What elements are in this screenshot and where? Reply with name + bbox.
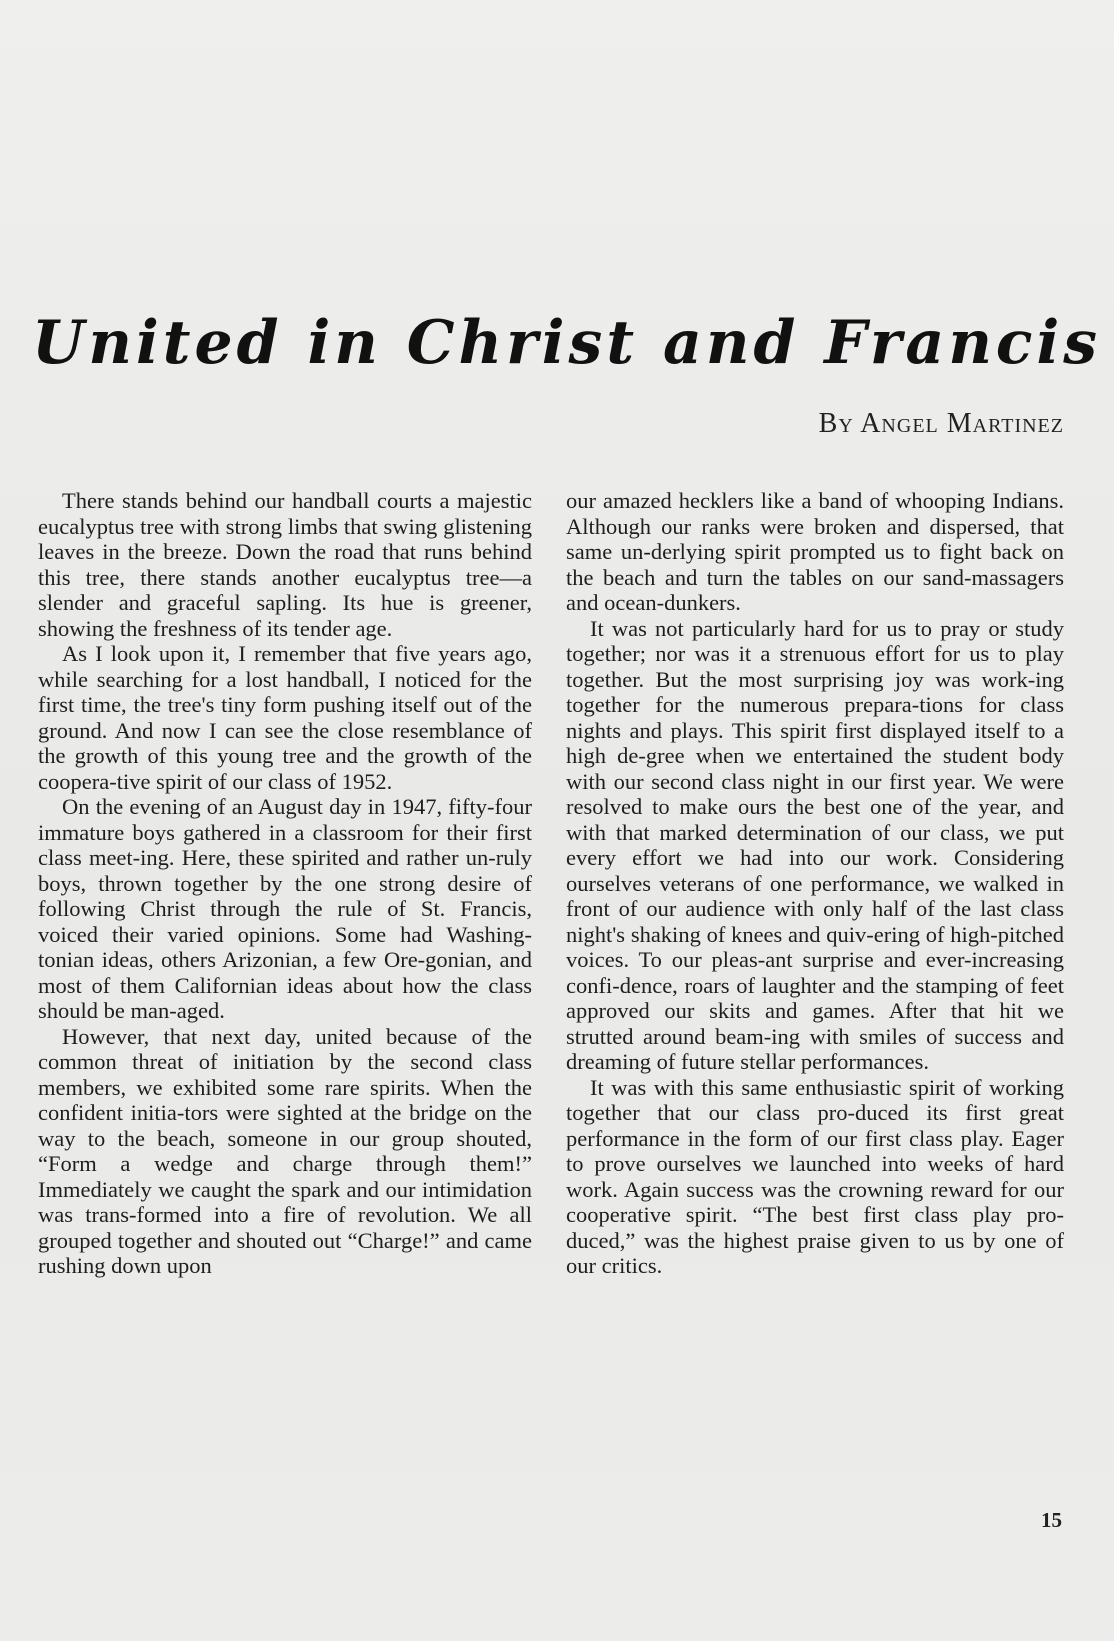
paragraph: As I look upon it, I remember that five years ago, while searching for a lost handball, I noticed for the first time, the tree's tiny form pushing itself out of the ground. And now I can see the close resemblance of the growth of this young tree and the growth of the coopera-tive spirit of our class of 1952. [38,641,532,794]
page-number: 15 [1041,1508,1062,1532]
right-text-column [566,488,1064,1279]
article-title: United in Christ and Francis [32,308,1102,379]
paragraph: On the evening of an August day in 1947, fifty-four immature boys gathered in a classroom for their first class meet-ing. Here, these spirited and rather un-ruly boys, thrown together by the one strong desire of following Christ through the rule of St. Francis, voiced their varied opinions. Some had Washing-tonian ideas, others Arizonian, a few Ore-gonian, and most of them Californian ideas about how the class should be man-aged. [38,794,532,1023]
paragraph: It was not particularly hard for us to pray or study together; nor was it a strenuous effort for us to play together. But the most surprising joy was work-ing together for the numerous prepara-tions for class nights and plays. This spirit first displayed itself to a high de-gree when we entertained the student body with our second class night in our first year. We were resolved to make ours the best one of the year, and with that marked determination of our class, we put every effort we had into our work. Considering ourselves veterans of one performance, we walked in front of our audience with only half of the last class night's shaking of knees and quiv-ering of high-pitched voices. To our pleas-ant surprise and ever-increasing confi-dence, roars of laughter and the stamping of feet approved our skits and games. After that hit we strutted around beam-ing with smiles of success and dreaming of future stellar performances. [566,615,1064,1074]
left-text-column [38,488,532,1279]
article-byline: By Angel Martinez [818,408,1064,439]
paragraph: However, that next day, united because of the common threat of initiation by the second class members, we exhibited some rare spirits. When the confident initia-tors were sighted at the bridge on the way to the beach, someone in our group shouted, “Form a wedge and charge through them!” Immediately we caught the spark and our intimidation was trans-formed into a fire of revolution. We all grouped together and shouted out “Charge!” and came rushing down upon [38,1023,532,1278]
paragraph: our amazed hecklers like a band of whooping Indians. Although our ranks were broken and dispersed, that same un-derlying spirit prompted us to fight back on the beach and turn the tables on our sand-massagers and ocean-dunkers. [566,488,1064,615]
paragraph: It was with this same enthusiastic spirit of working together that our class pro-duced its first great performance in the form of our first class play. Eager to prove ourselves we launched into weeks of hard work. Again success was the crowning reward for our cooperative spirit. “The best first class play pro-duced,” was the highest praise given to us by one of our critics. [566,1074,1064,1278]
paragraph: There stands behind our handball courts a majestic eucalyptus tree with strong limbs that swing glistening leaves in the breeze. Down the road that runs behind this tree, there stands another eucalyptus tree—a slender and graceful sapling. Its hue is greener, showing the freshness of its tender age. [38,488,532,641]
